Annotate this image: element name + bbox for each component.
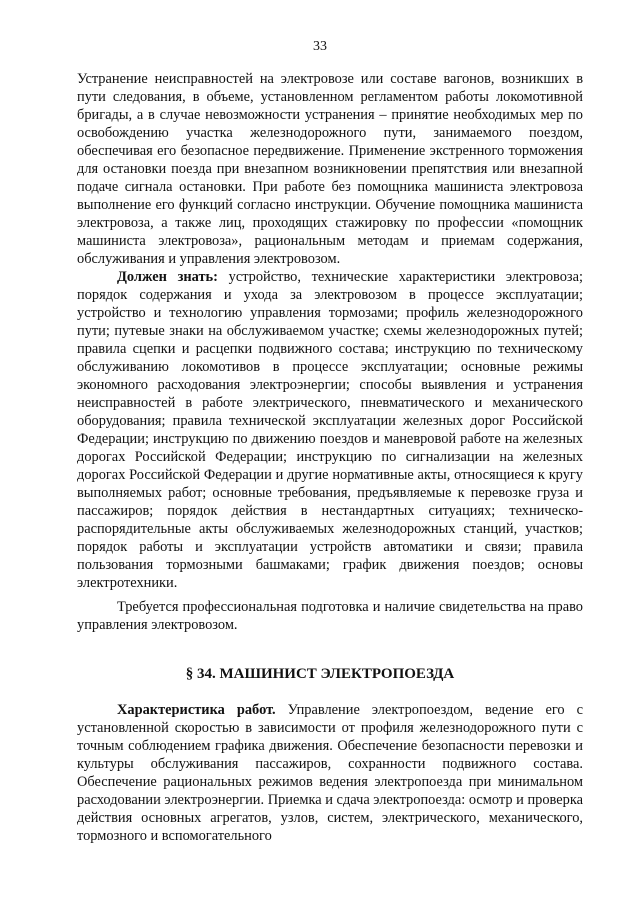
work-characteristics-paragraph <box>77 701 583 845</box>
section-heading: § 34. МАШИНИСТ ЭЛЕКТРОПОЕЗДА <box>185 666 455 682</box>
must-know-text: устройство, технические характеристики электровоза; порядок содержания и ухода за электровозом в процессе эксплуатации; устройство и технологию управления тормозами; профиль железнодорожного пути; путевые знаки на обслуживаемом участке; схемы железнодорожных путей; правила сцепки и расцепки подвижного состава; инструкцию по техническому обслуживанию локомотивов в процессе эксплуатации; основные режимы экономного расходования электроэнергии; способы выявления и устранения неисправностей в работе электрического, пневматического и механического оборудования; правила технической эксплуатации железных дорог Российской Федерации; инструкцию по движению поездов и маневровой работе на железных дорогах Российской Федерации; инструкцию по сигнализации на железных дорогах Российской Федерации и другие нормативные акты, относящиеся к кругу выполняемых работ; основные требования, предъявляемые к перевозке груза и пассажиров; порядок действия в нестандартных ситуациях; техническо-распорядительные акты обслуживаемых железнодорожных станций, участков; порядок работы и эксплуатации устройств автоматики и связи; правила пользования тормозными башмаками; график движения поездов; основы электротехники. <box>77 269 583 591</box>
intro-paragraph: Устранение неисправностей на электровозе или составе вагонов, возникших в пути следования, в объеме, установленном регламентом работы локомотивной бригады, а в случае невозможности устранения – принятие необходимых мер по освобождению участка железнодорожного пути, занимаемого поездом, обеспечивая его безопасное передвижение. Применение экстренного торможения для остановки поезда при внезапном возникновении препятствия или внезапной подаче сигнала остановки. При работе без помощника машиниста электровоза выполнение его функций согласно инструкции. Обучение помощника машиниста электровоза, а также лиц, проходящих стажировку по профессии «помощник машиниста электровоза», рациональным методам и приемам содержания, обслуживания и управления электровозом. <box>77 71 583 267</box>
section-prev-body <box>77 70 583 634</box>
work-characteristics-text: Управление электропоездом, ведение его с установленной скоростью в зависимости от профиля железнодорожного пути с точным соблюдением графика движения. Обеспечение безопасности перевозки и культуры обслуживания пассажиров, сохранности подвижного состава. Обеспечение рациональных режимов ведения электропоезда при минимальном расходовании электроэнергии. Приемка и сдача электропоезда: осмотр и проверка действия основных агрегатов, узлов, систем, электрического, механического, тормозного и вспомогательного <box>77 702 583 844</box>
work-characteristics-label: Характеристика работ. <box>117 702 276 718</box>
section-34-body <box>77 701 583 845</box>
must-know-paragraph <box>77 268 583 592</box>
requirement-paragraph: Требуется профессиональная подготовка и наличие свидетельства на право управления электровозом. <box>77 599 583 633</box>
page-number: 33 <box>313 39 327 54</box>
must-know-label: Должен знать: <box>117 269 218 285</box>
